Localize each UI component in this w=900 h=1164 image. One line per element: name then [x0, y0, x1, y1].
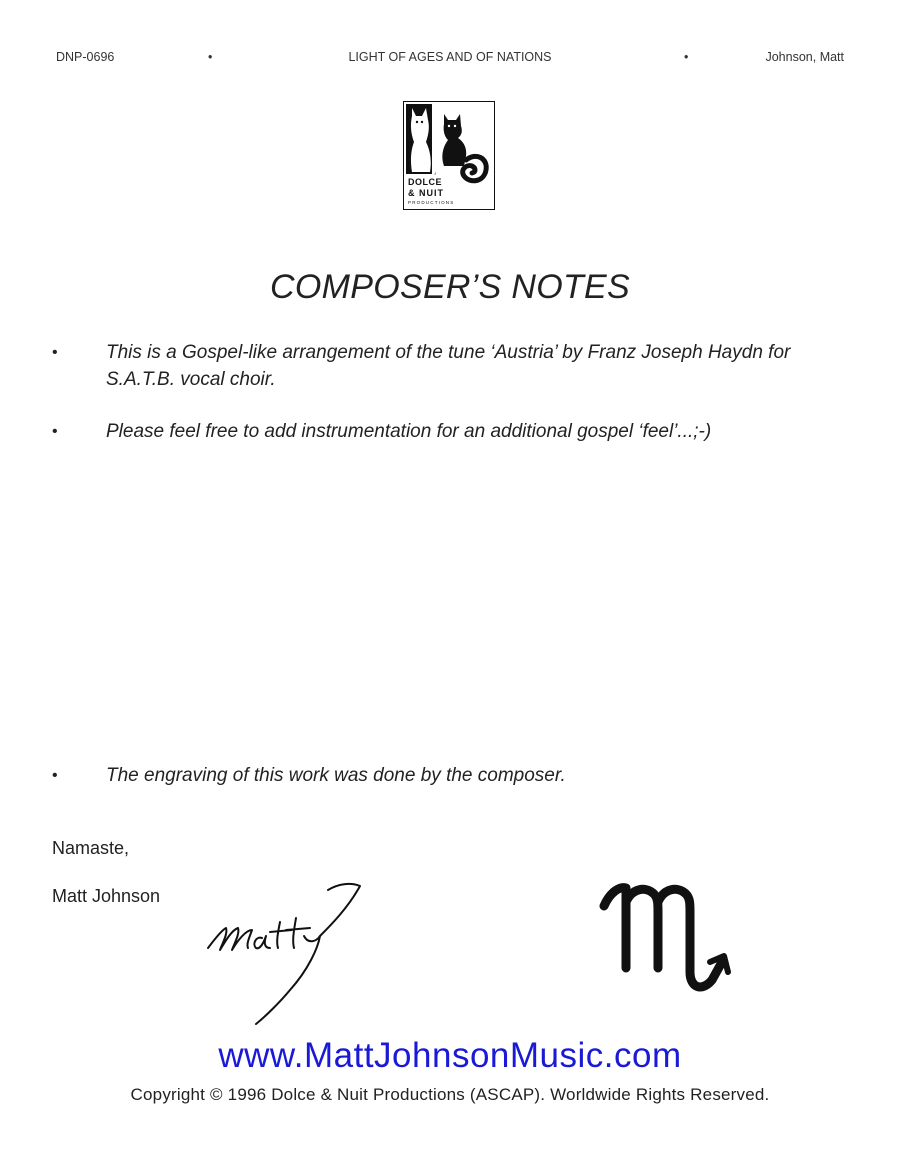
header-title: LIGHT OF AGES AND OF NATIONS	[348, 50, 552, 64]
publisher-logo	[403, 101, 495, 210]
note-text: This is a Gospel-like arrangement of the tune ‘Austria’ by Franz Joseph Haydn for S.A.T.B. vocal choir.	[106, 342, 791, 390]
scorpio-zodiac-icon	[598, 876, 738, 1001]
copyright-notice: Copyright © 1996 Dolce & Nuit Productions (ASCAP). Worldwide Rights Reserved.	[130, 1085, 770, 1104]
bullet: •	[52, 344, 58, 361]
signer-name: Matt Johnson	[52, 886, 161, 906]
header-author: Johnson, Matt	[765, 50, 844, 64]
document-code: DNP-0696	[56, 50, 115, 64]
bullet: •	[52, 767, 58, 784]
note-text: The engraving of this work was done by the composer.	[106, 765, 566, 786]
header-separator: •	[684, 50, 689, 64]
website-link[interactable]: www.MattJohnsonMusic.com	[218, 1036, 682, 1075]
note-text: Please feel free to add instrumentation for an additional gospel ‘feel’...;-)	[106, 421, 712, 442]
logo-line-nuit: & NUIT	[408, 188, 444, 198]
logo-line-productions: PRODUCTIONS	[408, 200, 455, 205]
page-title: COMPOSER’S NOTES	[270, 268, 630, 306]
closing-salutation: Namaste,	[52, 838, 130, 858]
header-separator: •	[208, 50, 213, 64]
svg-text:♪: ♪	[434, 171, 437, 177]
handwritten-signature	[200, 878, 370, 1028]
logo-line-dolce: DOLCE	[408, 177, 442, 187]
bullet: •	[52, 423, 58, 440]
